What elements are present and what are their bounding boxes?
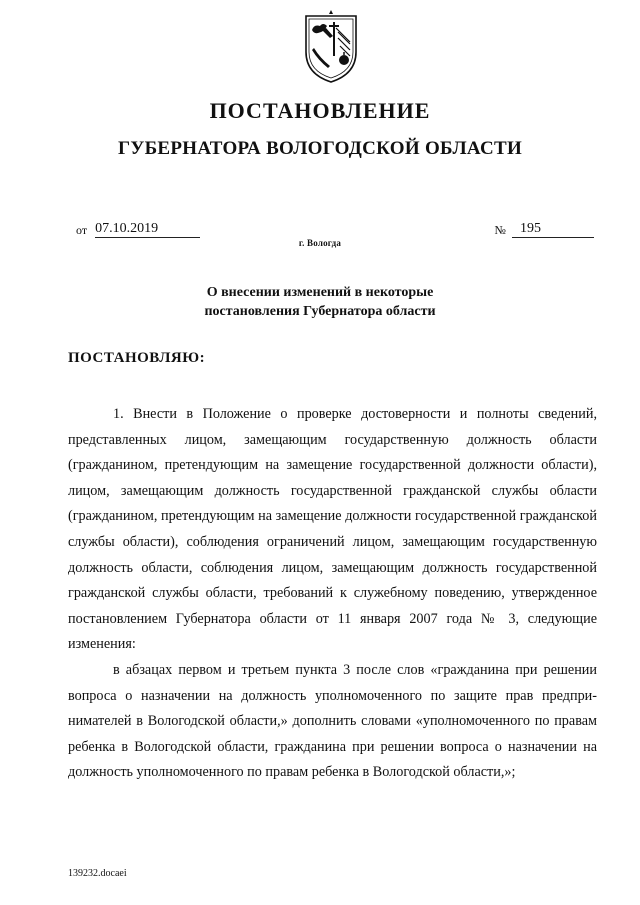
paragraph-1: 1. Внести в Положение о проверке достоверности и полноты сведений, представленных лицом, замещающим государственную должность области (гражданином, претендующим на замещение государственной должности области), лицом, замещающим должность государственной гражданской службы области (гражданином, претендующим на замещение должности государственной гражданской службы области), соблюдения ограничений лицом, замещающим государственную должность области, соблюдения лицом, замещающим должность государственной гражданской службы области, требований к служебному поведению, утвержденное постановлением Губернатора области от 11 января 2007 года № 3, следующие изменения: [68,406,597,653]
document-body [68,402,597,786]
subject-line-1: О внесении изменений в некоторые [206,285,434,300]
document-city: г. Вологда [298,238,342,248]
date-field [76,220,200,238]
document-date: 07.10.2019 [95,221,200,238]
file-name: 139232.docaei [68,868,127,879]
decree-heading: ПОСТАНОВЛЯЮ: [68,350,206,366]
date-prefix: от [76,223,88,237]
number-prefix: № [494,223,506,237]
document-issuer: ГУБЕРНАТОРА ВОЛОГОДСКОЙ ОБЛАСТИ [117,138,523,159]
document-title: ПОСТАНОВЛЕНИЕ [209,98,431,123]
coat-of-arms-icon [300,8,362,84]
subject-line-2: постановления Губернатора области [204,304,436,319]
paragraph-2: в абзацах первом и третьем пункта 3 после слов «гражданина при решении вопроса о назначении на должность уполномоченного по защите прав предпринимателей в Вологодской области,» дополнить словами «уполномоченного по правам ребенка в Вологодской области, гражданина при решении вопроса о назначении на должность уполномоченного по правам ребенка в Вологодской области,»; [68,661,597,781]
document-subject [0,283,640,321]
document-number: 195 [512,221,594,238]
number-field [495,220,594,238]
